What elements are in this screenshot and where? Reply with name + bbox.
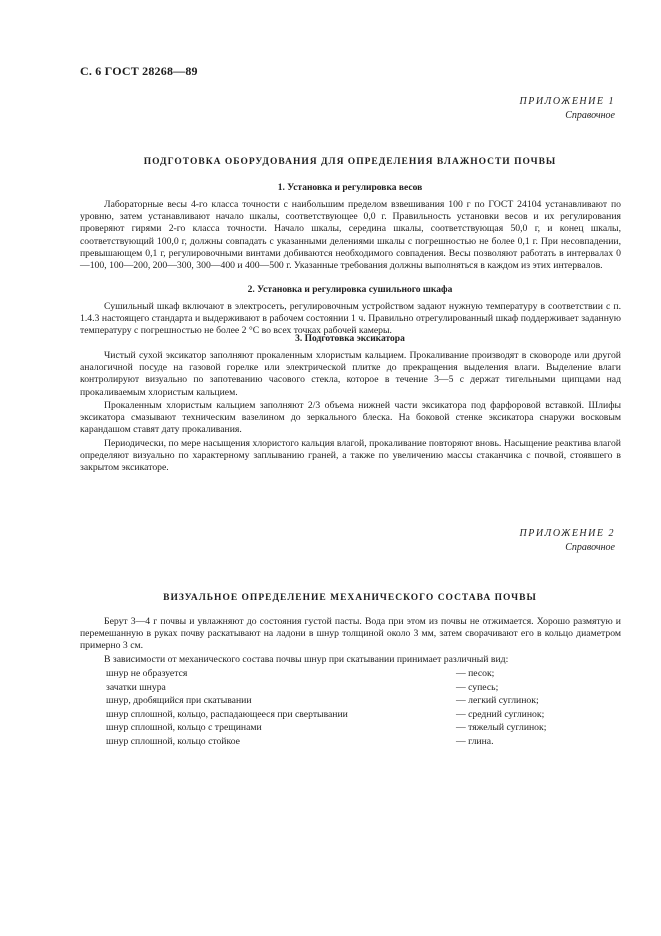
page-header: С. 6 ГОСТ 28268—89 (80, 64, 198, 78)
section-1-title: ПОДГОТОВКА ОБОРУДОВАНИЯ ДЛЯ ОПРЕДЕЛЕНИЯ ВЛАЖНОСТИ ПОЧВЫ (143, 157, 557, 167)
list-item: зачатки шнура — супесь; (106, 681, 499, 693)
list-item: шнур сплошной, кольцо стойкое — глина. (106, 735, 494, 747)
paragraph-visual-method: Берут 3—4 г почвы и увлажняют до состояния густой пасты. Вода при этом из почвы не отжимается. Хорошо размятую и перемешанную в руках почву раскатывают на ладони в шнур толщиной около 3 мм, затем сворачивают его в кольцо диаметром примерно 3 см. (80, 616, 621, 652)
paragraph-scales: Лабораторные весы 4-го класса точности с наибольшим пределом взвешивания 100 г по ГОСТ 24104 устанавливают по уровню, затем устанавливают начало шкалы, соответствующее 0,0 г. Правильность установки весов и их регулирования проверяют гирями 2-го класса точности. Начало шкалы, середина шкалы, соответствующая 50,0 г, и конец шкалы, соответствующий 100,0 г, должны совпадать с указанными делениями шкалы с погрешностью не более 0,1 г. При несовпадении, превышающем 0,1 г, регулировочными винтами добиваются необходимого совпадения. Весы позволяют работать в интервалах 0—100, 100—200, 200—300, 300—400 и 400—500 г. Указанные требования должны выполняться в каждом из этих интервалов. (80, 199, 621, 272)
appendix-2-label: ПРИЛОЖЕНИЕ 2 (519, 528, 615, 539)
subsection-1-heading: 1. Установка и регулировка весов (277, 183, 423, 193)
paragraph-desiccator-1: Чистый сухой эксикатор заполняют прокаленным хлористым кальцием. Прокаливание производят в сковороде или другой аналогичной посуде на газовой горелке или электрической плитке до прекращения выделения влаги. Выделение влаги контролируют визуально по запотеванию часового стекла, которое в течение 3—5 с держат тигельными щипцами над прокаливаемым хлористым кальцием. (80, 350, 621, 398)
appendix-1-label: ПРИЛОЖЕНИЕ 1 (519, 96, 615, 107)
subsection-2-heading: 2. Установка и регулировка сушильного шкафа (247, 285, 453, 295)
section-2-title: ВИЗУАЛЬНОЕ ОПРЕДЕЛЕНИЕ МЕХАНИЧЕСКОГО СОСТАВА ПОЧВЫ (163, 593, 537, 603)
appendix-2-note: Справочное (565, 542, 615, 553)
paragraph-drying-oven: Сушильный шкаф включают в электросеть, регулировочным устройством задают нужную температуру в соответствии с п. 1.4.3 настоящего стандарта и выдерживают в рабочем состоянии 1 ч. Правильно отрегулированный шкаф поддерживает заданную температуру с погрешностью не более 2 °С во всех точках рабочей камеры. (80, 301, 621, 337)
paragraph-desiccator-2: Прокаленным хлористым кальцием заполняют 2/3 объема нижней части эксикатора под фарфоровой вставкой. Шлифы эксикатора смазывают техническим вазелином до зеркального блеска. На боковой стенке эксикатора снаружи восковым карандашом ставят дату прокаливания. (80, 400, 621, 436)
list-item: шнур сплошной, кольцо с трещинами — тяжелый суглинок; (106, 722, 547, 733)
appendix-1-heading (520, 95, 616, 123)
list-item: шнур не образуется — песок; (106, 668, 495, 679)
list-item: шнур сплошной, кольцо, распадающееся при свертывании — средний суглинок; (106, 708, 545, 720)
list-item: шнур, дробящийся при скатывании — легкий суглинок; (106, 695, 539, 706)
appendix-2-heading (520, 527, 616, 555)
soil-type-list (106, 667, 616, 748)
paragraph-cord-intro: В зависимости от механического состава почвы шнур при скатывании принимает различный вид: (104, 654, 509, 665)
subsection-3-heading: 3. Подготовка эксикатора (295, 334, 405, 344)
paragraph-desiccator-3: Периодически, по мере насыщения хлористого кальция влагой, прокаливание повторяют вновь. Насыщение реактива влагой определяют визуально по характерному заплыванию граней, а также по увеличению массы стаканчика с почвой, стоявшего в закрытом эксикаторе. (80, 438, 621, 474)
appendix-1-note: Справочное (565, 110, 615, 121)
